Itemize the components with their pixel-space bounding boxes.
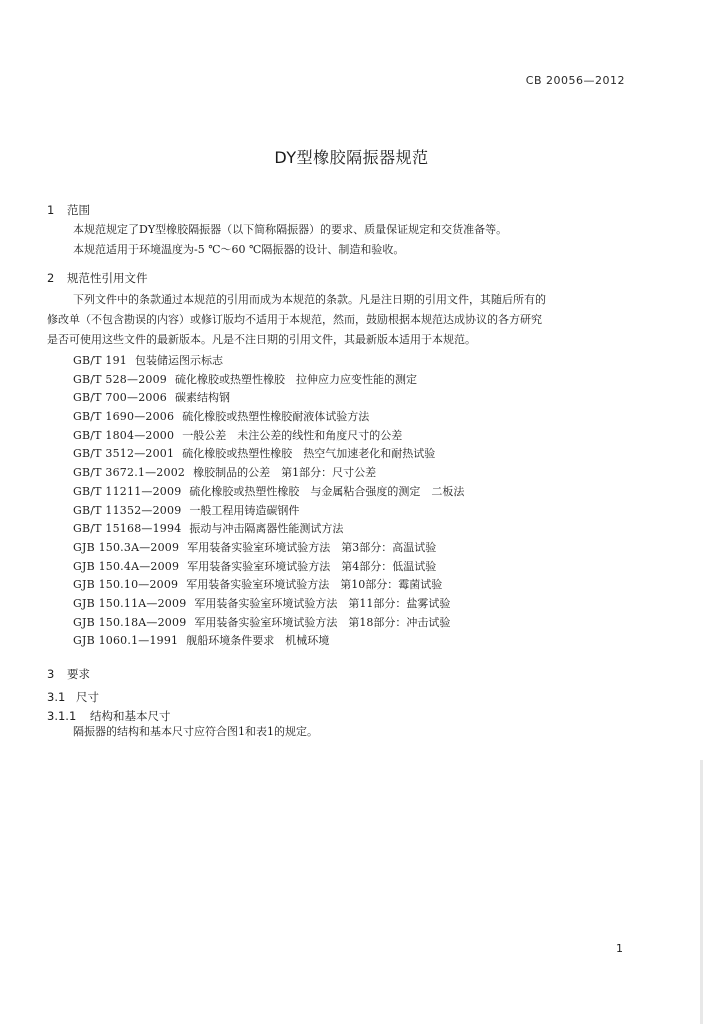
reference-item (73, 502, 464, 521)
reference-code: GB/T 528—2009 (73, 372, 167, 386)
page-number: 1 (616, 942, 623, 955)
reference-item (73, 595, 464, 614)
subsection-title: 结构和基本尺寸 (90, 709, 171, 723)
section-2-paragraph-line-1: 下列文件中的条款通过本规范的引用而成为本规范的条款。凡是注日期的引用文件，其随后所有的 (73, 293, 546, 306)
reference-title: 橡胶制品的公差 第1部分：尺寸公差 (193, 466, 377, 480)
reference-item (73, 427, 464, 446)
reference-item (73, 520, 464, 539)
reference-title: 一般工程用铸造碳钢件 (189, 503, 300, 517)
reference-title: 硫化橡胶或热塑性橡胶 与金属粘合强度的测定 二板法 (189, 484, 465, 498)
reference-item (73, 576, 464, 595)
reference-item (73, 389, 464, 408)
subsection-number: 3.1 (47, 690, 66, 704)
reference-code: GB/T 191 (73, 354, 128, 367)
reference-title: 军用装备实验室环境试验方法 第3部分：高温试验 (187, 540, 437, 554)
section-number: 2 (47, 271, 55, 285)
reference-item (73, 539, 464, 558)
reference-item (73, 614, 464, 633)
reference-code: GB/T 700—2006 (73, 391, 167, 405)
document-code: CB 20056—2012 (525, 74, 625, 87)
section-number: 3 (47, 667, 55, 681)
reference-title: 军用装备实验室环境试验方法 第10部分：霉菌试验 (186, 578, 443, 592)
section-number: 1 (47, 203, 55, 217)
subsection-title: 尺寸 (76, 690, 99, 704)
reference-title: 包装储运图示标志 (135, 354, 224, 367)
section-1-paragraph-1: 本规范规定了DY型橡胶隔振器（以下简称隔振器）的要求、质量保证规定和交货准备等。 (73, 223, 508, 236)
reference-code: GJB 150.18A—2009 (73, 615, 187, 629)
reference-item (73, 408, 464, 427)
reference-code: GJB 150.3A—2009 (73, 540, 180, 554)
section-2-paragraph-line-3: 是否可使用这些文件的最新版本。凡是不注日期的引用文件，其最新版本适用于本规范。 (47, 333, 476, 346)
subsection-3-1-heading (47, 689, 99, 705)
reference-title: 硫化橡胶或热塑性橡胶耐液体试验方法 (182, 410, 370, 424)
section-title: 规范性引用文件 (67, 271, 148, 285)
section-2-paragraph-line-2: 修改单（不包含勘误的内容）或修订版均不适用于本规范，然而，鼓励根据本规范达成协议的各方研究 (47, 313, 542, 326)
reference-title: 振动与冲击隔离器性能测试方法 (189, 522, 344, 536)
reference-code: GB/T 11211—2009 (73, 484, 182, 498)
section-title: 要求 (67, 667, 90, 681)
reference-item (73, 483, 464, 502)
section-1-paragraph-2: 本规范适用于环境温度为-5 ℃～60 ℃隔振器的设计、制造和验收。 (73, 243, 405, 256)
reference-item (73, 632, 464, 651)
reference-item (73, 445, 464, 464)
reference-code: GB/T 3672.1—2002 (73, 466, 186, 480)
reference-code: GB/T 1690—2006 (73, 410, 175, 424)
reference-title: 硫化橡胶或热塑性橡胶 拉伸应力应变性能的测定 (175, 372, 417, 386)
subsection-3-1-1-text: 隔振器的结构和基本尺寸应符合图1和表1的规定。 (73, 725, 318, 738)
reference-title: 碳素结构钢 (175, 391, 230, 405)
section-3-heading (47, 666, 90, 682)
reference-title: 硫化橡胶或热塑性橡胶 热空气加速老化和耐热试验 (182, 447, 436, 461)
reference-title: 舰船环境条件要求 机械环境 (186, 634, 330, 648)
reference-title: 军用装备实验室环境试验方法 第4部分：低温试验 (187, 559, 437, 573)
reference-code: GJB 150.4A—2009 (73, 559, 180, 573)
section-2-heading (47, 270, 148, 286)
reference-code: GJB 150.10—2009 (73, 578, 179, 592)
reference-code: GB/T 11352—2009 (73, 503, 182, 517)
reference-item (73, 558, 464, 577)
reference-code: GJB 1060.1—1991 (73, 634, 179, 648)
section-1-heading (47, 202, 90, 218)
normative-references-list (73, 352, 464, 651)
reference-item (73, 464, 464, 483)
document-title: DY型橡胶隔振器规范 (274, 148, 429, 167)
reference-code: GB/T 3512—2001 (73, 447, 175, 461)
reference-code: GB/T 1804—2000 (73, 428, 175, 442)
reference-item (73, 371, 464, 390)
section-title: 范围 (67, 203, 90, 217)
reference-code: GB/T 15168—1994 (73, 522, 182, 536)
reference-code: GJB 150.11A—2009 (73, 596, 187, 610)
reference-title: 一般公差 未注公差的线性和角度尺寸的公差 (182, 428, 403, 442)
reference-item (73, 352, 464, 371)
reference-title: 军用装备实验室环境试验方法 第11部分：盐雾试验 (194, 596, 451, 610)
reference-title: 军用装备实验室环境试验方法 第18部分：冲击试验 (194, 615, 451, 629)
subsection-number: 3.1.1 (47, 709, 77, 723)
